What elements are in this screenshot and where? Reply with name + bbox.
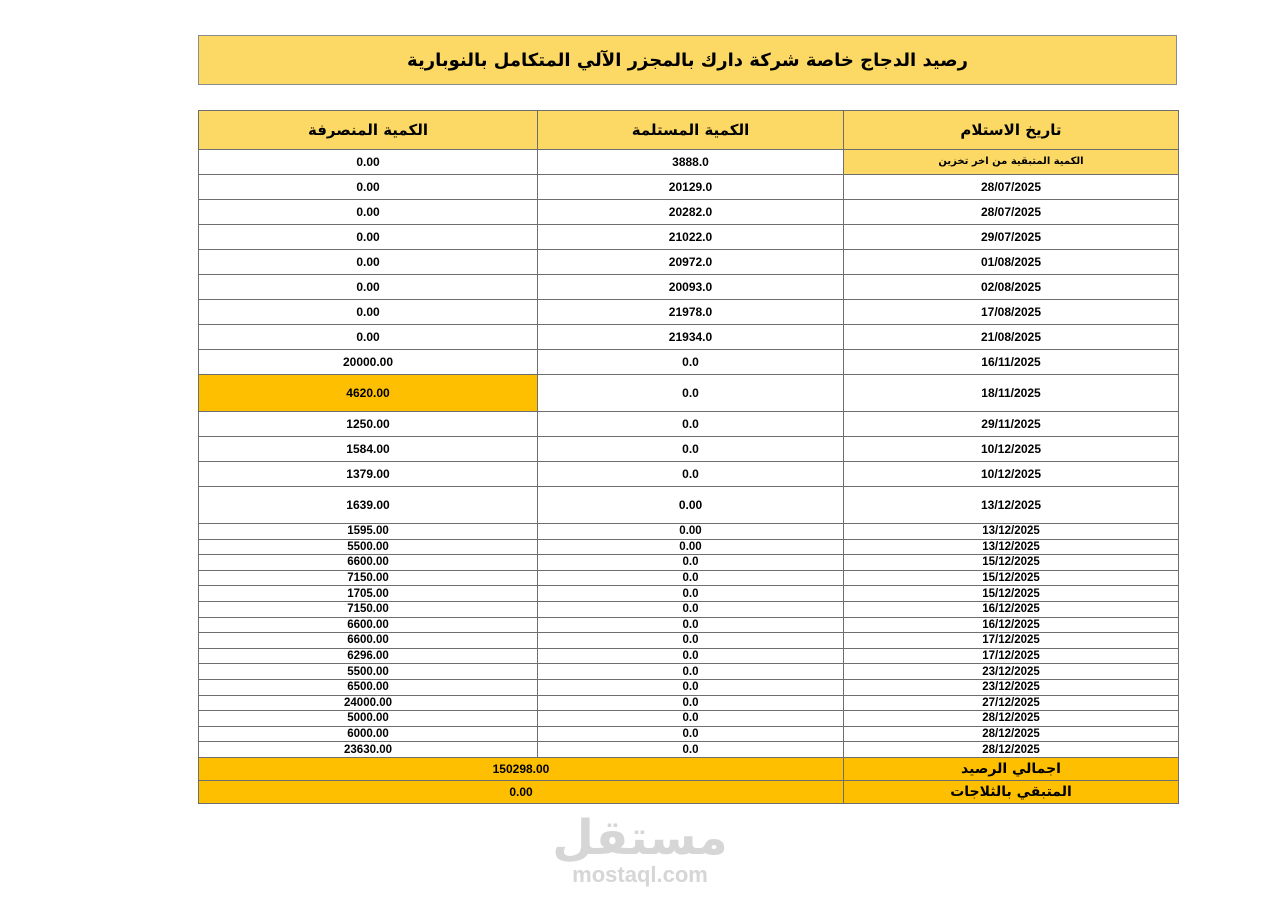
date-cell: 15/12/2025	[844, 586, 1179, 602]
table-row	[199, 617, 1179, 633]
dispensed-cell: 0.00	[199, 325, 538, 350]
received-cell: 0.0	[538, 633, 844, 649]
opening-balance-row	[199, 150, 1179, 175]
header-dispensed: الكمية المنصرفة	[199, 111, 538, 150]
date-cell: 15/12/2025	[844, 555, 1179, 571]
received-cell: 20129.0	[538, 175, 844, 200]
dispensed-cell: 4620.00	[199, 375, 538, 412]
date-cell: 28/07/2025	[844, 175, 1179, 200]
date-cell: 16/11/2025	[844, 350, 1179, 375]
date-cell: 17/12/2025	[844, 648, 1179, 664]
dispensed-cell: 1595.00	[199, 524, 538, 540]
received-cell: 0.0	[538, 695, 844, 711]
date-cell: 27/12/2025	[844, 695, 1179, 711]
date-cell: 28/07/2025	[844, 200, 1179, 225]
dispensed-cell: 5000.00	[199, 711, 538, 727]
received-cell: 0.00	[538, 487, 844, 524]
date-cell: 13/12/2025	[844, 487, 1179, 524]
opening-label: الكمية المتبقية من اخر تخزين	[844, 150, 1179, 175]
table-row	[199, 711, 1179, 727]
header-row	[199, 111, 1179, 150]
received-cell: 0.0	[538, 350, 844, 375]
date-cell: 28/12/2025	[844, 711, 1179, 727]
date-cell: 29/11/2025	[844, 412, 1179, 437]
received-cell: 0.0	[538, 437, 844, 462]
dispensed-cell: 20000.00	[199, 350, 538, 375]
date-cell: 28/12/2025	[844, 742, 1179, 758]
dispensed-cell: 0.00	[199, 225, 538, 250]
dispensed-cell: 6600.00	[199, 633, 538, 649]
table-row	[199, 300, 1179, 325]
date-cell: 23/12/2025	[844, 679, 1179, 695]
table-row	[199, 175, 1179, 200]
table-row	[199, 633, 1179, 649]
opening-received: 3888.0	[538, 150, 844, 175]
dispensed-cell: 5500.00	[199, 539, 538, 555]
table-row	[199, 524, 1179, 540]
remaining-row	[199, 780, 1179, 803]
received-cell: 0.0	[538, 412, 844, 437]
received-cell: 0.0	[538, 679, 844, 695]
dispensed-cell: 0.00	[199, 275, 538, 300]
date-cell: 15/12/2025	[844, 570, 1179, 586]
header-date: تاريخ الاستلام	[844, 111, 1179, 150]
watermark-arabic: مستقل	[552, 810, 728, 866]
table-row	[199, 325, 1179, 350]
date-cell: 28/12/2025	[844, 726, 1179, 742]
dispensed-cell: 0.00	[199, 300, 538, 325]
total-row	[199, 757, 1179, 780]
received-cell: 0.0	[538, 570, 844, 586]
received-cell: 0.00	[538, 524, 844, 540]
opening-dispensed: 0.00	[199, 150, 538, 175]
date-cell: 16/12/2025	[844, 601, 1179, 617]
watermark-latin: mostaql.com	[572, 862, 708, 887]
dispensed-cell: 1705.00	[199, 586, 538, 602]
received-cell: 0.0	[538, 726, 844, 742]
received-cell: 20093.0	[538, 275, 844, 300]
table-row	[199, 555, 1179, 571]
dispensed-cell: 23630.00	[199, 742, 538, 758]
received-cell: 20282.0	[538, 200, 844, 225]
dispensed-cell: 1250.00	[199, 412, 538, 437]
table-row	[199, 742, 1179, 758]
dispensed-cell: 6000.00	[199, 726, 538, 742]
table-row	[199, 664, 1179, 680]
received-cell: 0.0	[538, 711, 844, 727]
table-row	[199, 462, 1179, 487]
received-cell: 21022.0	[538, 225, 844, 250]
table-row	[199, 412, 1179, 437]
remaining-label: المتبقي بالثلاجات	[844, 780, 1179, 803]
date-cell: 01/08/2025	[844, 250, 1179, 275]
dispensed-cell: 7150.00	[199, 570, 538, 586]
date-cell: 23/12/2025	[844, 664, 1179, 680]
total-label: اجمالي الرصيد	[844, 757, 1179, 780]
header-received: الكمية المستلمة	[538, 111, 844, 150]
table-row	[199, 350, 1179, 375]
date-cell: 18/11/2025	[844, 375, 1179, 412]
mostaql-watermark	[540, 812, 740, 886]
table-row	[199, 726, 1179, 742]
received-cell: 0.0	[538, 555, 844, 571]
page-title: رصيد الدجاج خاصة شركة دارك بالمجزر الآلي المتكامل بالنوبارية	[198, 35, 1177, 85]
received-cell: 0.0	[538, 742, 844, 758]
date-cell: 16/12/2025	[844, 617, 1179, 633]
table-row	[199, 375, 1179, 412]
dispensed-cell: 1639.00	[199, 487, 538, 524]
received-cell: 0.0	[538, 601, 844, 617]
balance-table	[198, 110, 1179, 804]
received-cell: 0.00	[538, 539, 844, 555]
date-cell: 13/12/2025	[844, 524, 1179, 540]
remaining-value: 0.00	[199, 780, 844, 803]
table-row	[199, 539, 1179, 555]
received-cell: 21978.0	[538, 300, 844, 325]
received-cell: 0.0	[538, 648, 844, 664]
date-cell: 13/12/2025	[844, 539, 1179, 555]
dispensed-cell: 0.00	[199, 250, 538, 275]
date-cell: 29/07/2025	[844, 225, 1179, 250]
dispensed-cell: 6600.00	[199, 555, 538, 571]
dispensed-cell: 1379.00	[199, 462, 538, 487]
dispensed-cell: 1584.00	[199, 437, 538, 462]
dispensed-cell: 24000.00	[199, 695, 538, 711]
date-cell: 10/12/2025	[844, 437, 1179, 462]
dispensed-cell: 7150.00	[199, 601, 538, 617]
date-cell: 10/12/2025	[844, 462, 1179, 487]
date-cell: 17/12/2025	[844, 633, 1179, 649]
table-row	[199, 275, 1179, 300]
table-row	[199, 487, 1179, 524]
total-value: 150298.00	[199, 757, 844, 780]
date-cell: 21/08/2025	[844, 325, 1179, 350]
date-cell: 17/08/2025	[844, 300, 1179, 325]
table-row	[199, 679, 1179, 695]
table-row	[199, 648, 1179, 664]
table-row	[199, 586, 1179, 602]
received-cell: 0.0	[538, 617, 844, 633]
table-row	[199, 437, 1179, 462]
received-cell: 0.0	[538, 586, 844, 602]
dispensed-cell: 6500.00	[199, 679, 538, 695]
dispensed-cell: 5500.00	[199, 664, 538, 680]
dispensed-cell: 6296.00	[199, 648, 538, 664]
received-cell: 0.0	[538, 664, 844, 680]
dispensed-cell: 0.00	[199, 200, 538, 225]
table-row	[199, 250, 1179, 275]
date-cell: 02/08/2025	[844, 275, 1179, 300]
table-row	[199, 200, 1179, 225]
dispensed-cell: 6600.00	[199, 617, 538, 633]
table-row	[199, 601, 1179, 617]
received-cell: 0.0	[538, 462, 844, 487]
table-row	[199, 570, 1179, 586]
table-row	[199, 225, 1179, 250]
dispensed-cell: 0.00	[199, 175, 538, 200]
received-cell: 0.0	[538, 375, 844, 412]
received-cell: 21934.0	[538, 325, 844, 350]
table-row	[199, 695, 1179, 711]
received-cell: 20972.0	[538, 250, 844, 275]
